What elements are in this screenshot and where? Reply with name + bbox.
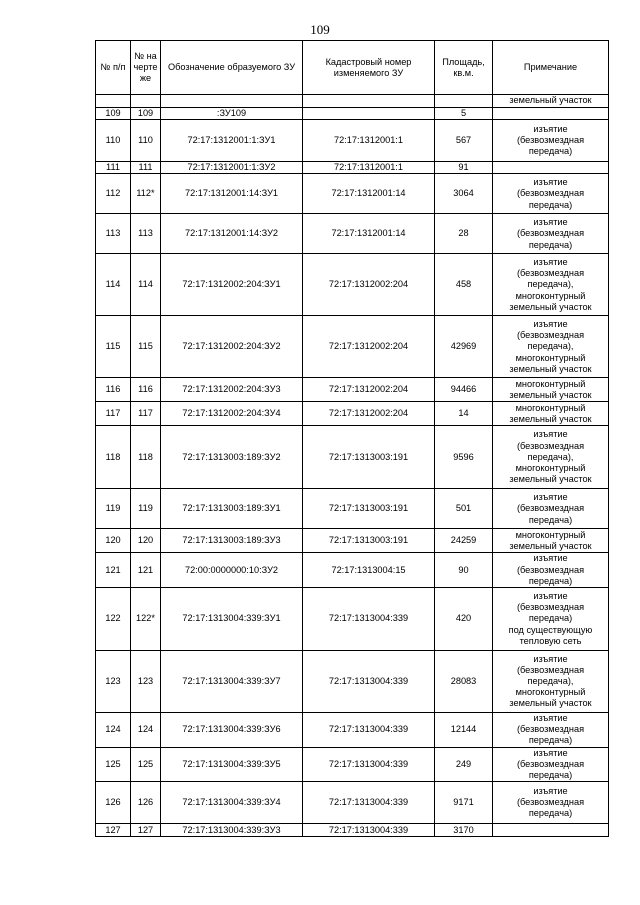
- drawing-number-cell: 110: [131, 120, 161, 162]
- cadastral-number-cell: 72:17:1313003:191: [303, 529, 435, 553]
- row-number-cell: 122: [96, 588, 131, 651]
- table-row: [96, 588, 609, 651]
- table-row: [96, 553, 609, 588]
- designation-cell: [161, 95, 303, 108]
- designation-cell: 72:17:1312002:204:ЗУ1: [161, 254, 303, 316]
- note-cell: изъятие (безвозмездная передача): [493, 174, 609, 214]
- designation-cell: 72:00:0000000:10:ЗУ2: [161, 553, 303, 588]
- area-cell: 91: [435, 162, 493, 174]
- note-cell: многоконтурный земельный участок: [493, 402, 609, 426]
- drawing-number-cell: 122*: [131, 588, 161, 651]
- designation-cell: 72:17:1312001:1:ЗУ2: [161, 162, 303, 174]
- note-cell: изъятие (безвозмездная передача), многоконтурный земельный участок: [493, 651, 609, 713]
- designation-cell: 72:17:1312001:14:ЗУ1: [161, 174, 303, 214]
- row-number-cell: 119: [96, 489, 131, 529]
- note-cell: изъятие (безвозмездная передача): [493, 713, 609, 748]
- note-cell: изъятие (безвозмездная передача), многоконтурный земельный участок: [493, 316, 609, 378]
- table-row: [96, 316, 609, 378]
- note-cell: изъятие (безвозмездная передача): [493, 553, 609, 588]
- table-row: [96, 651, 609, 713]
- land-plots-table: [95, 40, 609, 837]
- row-number-cell: 123: [96, 651, 131, 713]
- designation-cell: 72:17:1312002:204:ЗУ4: [161, 402, 303, 426]
- table-row: [96, 402, 609, 426]
- table-row: [96, 95, 609, 108]
- cadastral-number-cell: 72:17:1313004:339: [303, 824, 435, 837]
- cadastral-number-cell: 72:17:1312001:14: [303, 214, 435, 254]
- drawing-number-cell: 119: [131, 489, 161, 529]
- cadastral-number-cell: 72:17:1313004:339: [303, 713, 435, 748]
- area-cell: 3170: [435, 824, 493, 837]
- row-number-cell: 109: [96, 108, 131, 120]
- area-cell: 28: [435, 214, 493, 254]
- cadastral-number-cell: 72:17:1313004:339: [303, 651, 435, 713]
- table-row: [96, 174, 609, 214]
- cadastral-number-cell: 72:17:1312001:14: [303, 174, 435, 214]
- table-header-row: [96, 41, 609, 95]
- designation-cell: 72:17:1312002:204:ЗУ3: [161, 378, 303, 402]
- designation-cell: 72:17:1313004:339:ЗУ5: [161, 747, 303, 782]
- designation-cell: 72:17:1313004:339:ЗУ3: [161, 824, 303, 837]
- row-number-cell: 125: [96, 747, 131, 782]
- cadastral-number-cell: 72:17:1313004:339: [303, 782, 435, 824]
- note-cell: [493, 162, 609, 174]
- designation-cell: 72:17:1313004:339:ЗУ4: [161, 782, 303, 824]
- row-number-cell: 110: [96, 120, 131, 162]
- area-cell: 458: [435, 254, 493, 316]
- header-row-number: № п/п: [96, 41, 131, 95]
- table-row: [96, 426, 609, 489]
- row-number-cell: 115: [96, 316, 131, 378]
- note-cell: многоконтурный земельный участок: [493, 529, 609, 553]
- drawing-number-cell: 109: [131, 108, 161, 120]
- header-drawing-number: № на черте же: [131, 41, 161, 95]
- page-number: 109: [310, 22, 330, 37]
- area-cell: 420: [435, 588, 493, 651]
- row-number-cell: 120: [96, 529, 131, 553]
- drawing-number-cell: 127: [131, 824, 161, 837]
- header-cadastral-number: Кадастровый номер изменяемого ЗУ: [303, 41, 435, 95]
- area-cell: 90: [435, 553, 493, 588]
- drawing-number-cell: [131, 95, 161, 108]
- drawing-number-cell: 113: [131, 214, 161, 254]
- designation-cell: 72:17:1313004:339:ЗУ7: [161, 651, 303, 713]
- note-cell: [493, 824, 609, 837]
- drawing-number-cell: 111: [131, 162, 161, 174]
- row-number-cell: 121: [96, 553, 131, 588]
- table-row: [96, 162, 609, 174]
- note-cell: изъятие (безвозмездная передача): [493, 489, 609, 529]
- table-row: [96, 713, 609, 748]
- table-row: [96, 489, 609, 529]
- area-cell: 3064: [435, 174, 493, 214]
- row-number-cell: 114: [96, 254, 131, 316]
- drawing-number-cell: 121: [131, 553, 161, 588]
- cadastral-number-cell: 72:17:1313004:15: [303, 553, 435, 588]
- cadastral-number-cell: [303, 95, 435, 108]
- row-number-cell: 126: [96, 782, 131, 824]
- table-row: [96, 108, 609, 120]
- area-cell: 28083: [435, 651, 493, 713]
- row-number-cell: 127: [96, 824, 131, 837]
- table-row: [96, 254, 609, 316]
- table-row: [96, 120, 609, 162]
- note-cell: изъятие (безвозмездная передача), многоконтурный земельный участок: [493, 426, 609, 489]
- table-row: [96, 824, 609, 837]
- designation-cell: 72:17:1313003:189:ЗУ2: [161, 426, 303, 489]
- note-cell: земельный участок: [493, 95, 609, 108]
- cadastral-number-cell: 72:17:1313003:191: [303, 489, 435, 529]
- area-cell: 501: [435, 489, 493, 529]
- row-number-cell: 113: [96, 214, 131, 254]
- table-row: [96, 529, 609, 553]
- area-cell: 9596: [435, 426, 493, 489]
- row-number-cell: 124: [96, 713, 131, 748]
- area-cell: 42969: [435, 316, 493, 378]
- table-body: [96, 95, 609, 837]
- designation-cell: 72:17:1313004:339:ЗУ1: [161, 588, 303, 651]
- area-cell: 249: [435, 747, 493, 782]
- designation-cell: 72:17:1313003:189:ЗУ1: [161, 489, 303, 529]
- area-cell: 567: [435, 120, 493, 162]
- area-cell: 14: [435, 402, 493, 426]
- row-number-cell: 116: [96, 378, 131, 402]
- header-note: Примечание: [493, 41, 609, 95]
- table-row: [96, 378, 609, 402]
- designation-cell: 72:17:1313003:189:ЗУ3: [161, 529, 303, 553]
- drawing-number-cell: 112*: [131, 174, 161, 214]
- note-cell: [493, 108, 609, 120]
- area-cell: 12144: [435, 713, 493, 748]
- row-number-cell: 111: [96, 162, 131, 174]
- row-number-cell: 118: [96, 426, 131, 489]
- designation-cell: 72:17:1312001:14:ЗУ2: [161, 214, 303, 254]
- note-cell: изъятие (безвозмездная передача): [493, 747, 609, 782]
- area-cell: [435, 95, 493, 108]
- drawing-number-cell: 123: [131, 651, 161, 713]
- row-number-cell: 117: [96, 402, 131, 426]
- designation-cell: 72:17:1312001:1:ЗУ1: [161, 120, 303, 162]
- cadastral-number-cell: 72:17:1313004:339: [303, 747, 435, 782]
- table-row: [96, 782, 609, 824]
- cadastral-number-cell: 72:17:1312002:204: [303, 378, 435, 402]
- area-cell: 94466: [435, 378, 493, 402]
- note-cell: многоконтурный земельный участок: [493, 378, 609, 402]
- row-number-cell: [96, 95, 131, 108]
- cadastral-number-cell: 72:17:1313004:339: [303, 588, 435, 651]
- drawing-number-cell: 124: [131, 713, 161, 748]
- designation-cell: 72:17:1313004:339:ЗУ6: [161, 713, 303, 748]
- header-area: Площадь, кв.м.: [435, 41, 493, 95]
- cadastral-number-cell: 72:17:1312002:204: [303, 402, 435, 426]
- header-designation: Обозначение образуемого ЗУ: [161, 41, 303, 95]
- designation-cell: 72:17:1312002:204:ЗУ2: [161, 316, 303, 378]
- cadastral-number-cell: 72:17:1312001:1: [303, 162, 435, 174]
- area-cell: 9171: [435, 782, 493, 824]
- note-cell: изъятие (безвозмездная передача): [493, 782, 609, 824]
- drawing-number-cell: 114: [131, 254, 161, 316]
- designation-cell: :ЗУ109: [161, 108, 303, 120]
- cadastral-number-cell: 72:17:1312001:1: [303, 120, 435, 162]
- drawing-number-cell: 120: [131, 529, 161, 553]
- drawing-number-cell: 117: [131, 402, 161, 426]
- drawing-number-cell: 115: [131, 316, 161, 378]
- note-cell: изъятие (безвозмездная передача), многоконтурный земельный участок: [493, 254, 609, 316]
- note-cell: изъятие (безвозмездная передача) под существующую тепловую сеть: [493, 588, 609, 651]
- area-cell: 24259: [435, 529, 493, 553]
- drawing-number-cell: 126: [131, 782, 161, 824]
- row-number-cell: 112: [96, 174, 131, 214]
- drawing-number-cell: 118: [131, 426, 161, 489]
- cadastral-number-cell: 72:17:1312002:204: [303, 316, 435, 378]
- drawing-number-cell: 125: [131, 747, 161, 782]
- table-row: [96, 747, 609, 782]
- cadastral-number-cell: 72:17:1312002:204: [303, 254, 435, 316]
- drawing-number-cell: 116: [131, 378, 161, 402]
- cadastral-number-cell: [303, 108, 435, 120]
- cadastral-number-cell: 72:17:1313003:191: [303, 426, 435, 489]
- note-cell: изъятие (безвозмездная передача): [493, 120, 609, 162]
- area-cell: 5: [435, 108, 493, 120]
- note-cell: изъятие (безвозмездная передача): [493, 214, 609, 254]
- table-row: [96, 214, 609, 254]
